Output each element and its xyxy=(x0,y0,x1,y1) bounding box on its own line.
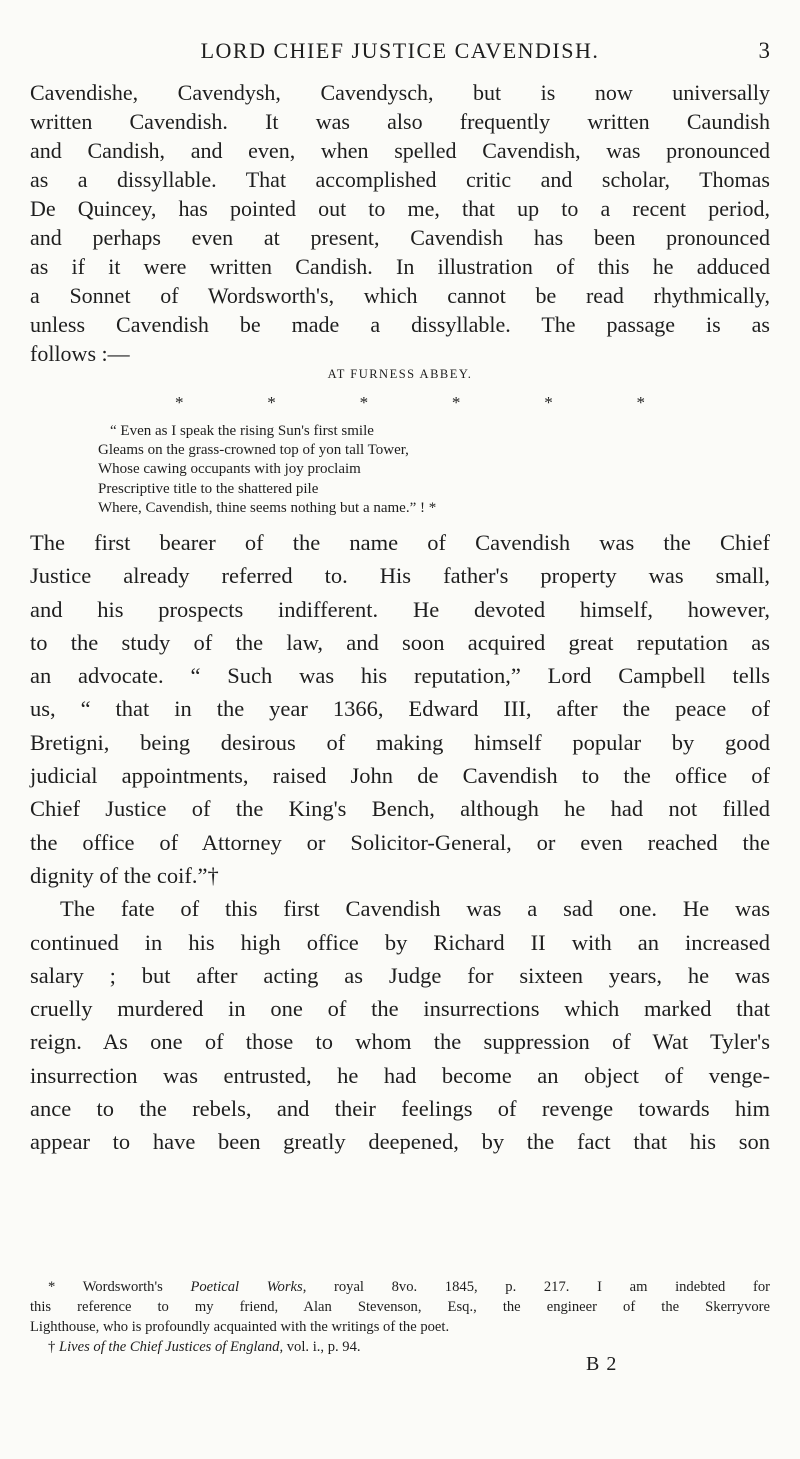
page-number: 3 xyxy=(758,38,770,63)
asterisk: * xyxy=(359,393,369,412)
footnote-mark: † xyxy=(48,1339,56,1355)
text-line: the office of Attorney or Solicitor-General, or even reached the xyxy=(30,829,770,855)
poem-line: Prescriptive title to the shattered pile xyxy=(98,480,319,497)
text-line: and perhaps even at present, Cavendish has been pronounced xyxy=(30,225,770,250)
poem-line: “ Even as I speak the rising Sun's first smile xyxy=(110,423,374,439)
poem-line: Whose cawing occupants with joy proclaim xyxy=(98,461,361,478)
poem-heading: AT FURNESS ABBEY. xyxy=(327,367,473,381)
asterisk: * xyxy=(175,393,184,412)
text-line: ance to the rebels, and their feelings of revenge towards him xyxy=(30,1096,770,1122)
footnote-text: , vol. i., p. 94. xyxy=(279,1339,361,1355)
footnotes xyxy=(30,1277,770,1357)
footnote-mark: * xyxy=(48,1279,56,1295)
text-line: a Sonnet of Wordsworth's, which cannot be read rhythmically, xyxy=(30,283,770,308)
poem-line: Where, Cavendish, thine seems nothing but a name.” ! * xyxy=(98,499,437,516)
text-line: as if it were written Candish. In illustration of this he adduced xyxy=(30,254,770,279)
text-line: unless Cavendish be made a dissyllable. The passage is as xyxy=(30,312,770,337)
running-head xyxy=(30,38,770,68)
text-line: an advocate. “ Such was his reputation,” Lord Campbell tells xyxy=(30,663,770,689)
text-line: cruelly murdered in one of the insurrections which marked that xyxy=(30,996,770,1022)
text-line: written Cavendish. It was also frequently written Caundish xyxy=(30,109,770,134)
asterisk-row xyxy=(175,393,645,413)
running-title: LORD CHIEF JUSTICE CAVENDISH. xyxy=(200,38,600,63)
text-line: The fate of this first Cavendish was a sad one. He was xyxy=(60,896,770,922)
text-line: to the study of the law, and soon acquired great reputation as xyxy=(30,629,770,655)
text-line: Cavendishe, Cavendysh, Cavendysch, but is now universally xyxy=(30,80,770,105)
paragraph-intro xyxy=(30,78,770,368)
footnote-1 xyxy=(30,1277,770,1297)
footnote-1-cont: Lighthouse, who is profoundly acquainted with the writings of the poet. xyxy=(30,1319,450,1335)
poem-quotation xyxy=(98,422,718,518)
poem-line: Gleams on the grass-crowned top of yon tall Tower, xyxy=(98,442,409,459)
signature-mark: B 2 xyxy=(586,1353,618,1375)
text-line: appear to have been greatly deepened, by the fact that his son xyxy=(30,1129,770,1155)
footnote-2 xyxy=(30,1337,770,1357)
asterisk: * xyxy=(636,393,645,412)
text-line: Justice already referred to. His father's property was small, xyxy=(30,563,770,589)
asterisk: * xyxy=(267,393,276,412)
footnote-book-title: Poetical Works xyxy=(190,1279,303,1295)
text-line: us, “ that in the year 1366, Edward III, after the peace of xyxy=(30,696,770,722)
footnote-text: Wordsworth's xyxy=(82,1279,163,1295)
text-line: Chief Justice of the King's Bench, although he had not filled xyxy=(30,796,770,822)
text-line: and his prospects indifferent. He devoted himself, however, xyxy=(30,596,770,622)
text-line: salary ; but after acting as Judge for sixteen years, he was xyxy=(30,962,770,988)
text-line: reign. As one of those to whom the suppression of Wat Tyler's xyxy=(30,1029,770,1055)
asterisk: * xyxy=(451,393,461,412)
footnote-1-cont: this reference to my friend, Alan Stevenson, Esq., the engineer of the Skerryvore xyxy=(30,1299,770,1315)
footnote-text: , royal 8vo. 1845, p. 217. I am indebted for xyxy=(302,1279,770,1295)
footnote-book-title: Lives of the Chief Justices of England xyxy=(58,1339,280,1355)
text-line: as a dissyllable. That accomplished critic and scholar, Thomas xyxy=(30,167,770,192)
text-line: continued in his high office by Richard II with an increased xyxy=(30,929,770,955)
asterisk: * xyxy=(544,393,553,412)
text-line: De Quincey, has pointed out to me, that up to a recent period, xyxy=(30,196,770,221)
text-line: follows :— xyxy=(30,341,130,366)
text-line: and Candish, and even, when spelled Cavendish, was pronounced xyxy=(30,138,770,163)
text-line: judicial appointments, raised John de Cavendish to the office of xyxy=(30,763,770,789)
text-line: dignity of the coif.”† xyxy=(30,862,219,888)
text-line: Bretigni, being desirous of making himself popular by good xyxy=(30,729,770,755)
text-line: The first bearer of the name of Cavendish was the Chief xyxy=(30,530,770,555)
main-body xyxy=(30,526,770,1159)
text-line: insurrection was entrusted, he had become an object of venge- xyxy=(30,1062,770,1088)
